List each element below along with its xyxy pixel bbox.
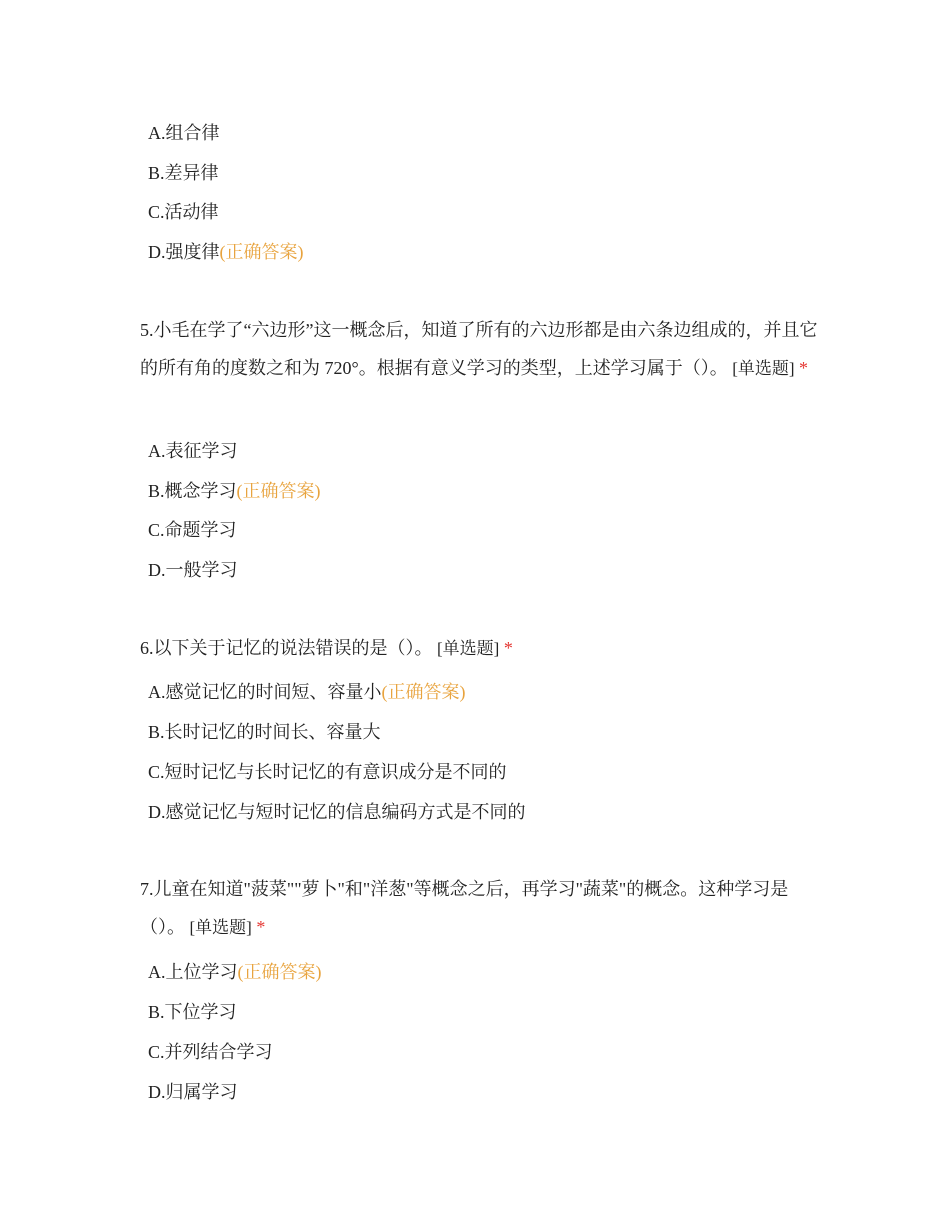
question-text: 7.儿童在知道"菠菜""萝卜"和"洋葱"等概念之后，再学习"蔬菜"的概念。这种学习是（）。 [140, 879, 789, 937]
q7-option-d [148, 1080, 238, 1104]
option-text: A.感觉记忆的时间短、容量小 [148, 682, 382, 702]
option-text: C.并列结合学习 [148, 1042, 273, 1062]
question-text-block [140, 311, 820, 388]
question-type-label: [单选题] [189, 918, 252, 937]
question-text-block [140, 870, 820, 947]
correct-answer-tag: (正确答案) [219, 242, 304, 262]
option-text: D.归属学习 [148, 1082, 238, 1102]
option-text: D.一般学习 [148, 560, 238, 580]
option-text: A.上位学习 [148, 962, 238, 982]
q5-option-b [148, 479, 321, 503]
q4-option-a [148, 121, 220, 145]
question-6 [140, 629, 820, 668]
required-mark: * [799, 358, 809, 378]
q7-option-b [148, 1000, 237, 1024]
option-text: D.感觉记忆与短时记忆的信息编码方式是不同的 [148, 802, 526, 822]
option-text: C.短时记忆与长时记忆的有意识成分是不同的 [148, 762, 507, 782]
question-text: 6.以下关于记忆的说法错误的是（）。 [140, 638, 433, 658]
required-mark: * [256, 917, 266, 937]
option-text: A.组合律 [148, 123, 220, 143]
question-text-block [140, 629, 820, 668]
option-text: B.概念学习 [148, 481, 237, 501]
option-text: C.命题学习 [148, 520, 237, 540]
option-text: C.活动律 [148, 202, 219, 222]
q4-option-d [148, 240, 304, 264]
q6-option-a [148, 680, 466, 704]
option-text: D.强度律 [148, 242, 220, 262]
correct-answer-tag: (正确答案) [381, 682, 466, 702]
q7-option-c [148, 1040, 273, 1064]
question-7 [140, 870, 820, 947]
option-text: B.差异律 [148, 163, 219, 183]
q6-option-b [148, 720, 381, 744]
correct-answer-tag: (正确答案) [237, 962, 322, 982]
question-5 [140, 311, 820, 388]
q6-option-c [148, 760, 507, 784]
q5-option-c [148, 518, 237, 542]
q7-option-a [148, 960, 322, 984]
correct-answer-tag: (正确答案) [236, 481, 321, 501]
q6-option-d [148, 800, 526, 824]
option-text: B.长时记忆的时间长、容量大 [148, 722, 381, 742]
q4-option-c [148, 200, 219, 224]
question-type-label: [单选题] [437, 639, 500, 658]
q4-option-b [148, 161, 219, 185]
option-text: A.表征学习 [148, 441, 238, 461]
q5-option-a [148, 439, 238, 463]
option-text: B.下位学习 [148, 1002, 237, 1022]
q5-option-d [148, 558, 238, 582]
question-type-label: [单选题] [732, 359, 795, 378]
required-mark: * [503, 638, 513, 658]
question-text: 5.小毛在学了“六边形”这一概念后，知道了所有的六边形都是由六条边组成的，并且它的所有角的度数之和为 720°。根据有意义学习的类型，上述学习属于（）。 [140, 320, 818, 378]
